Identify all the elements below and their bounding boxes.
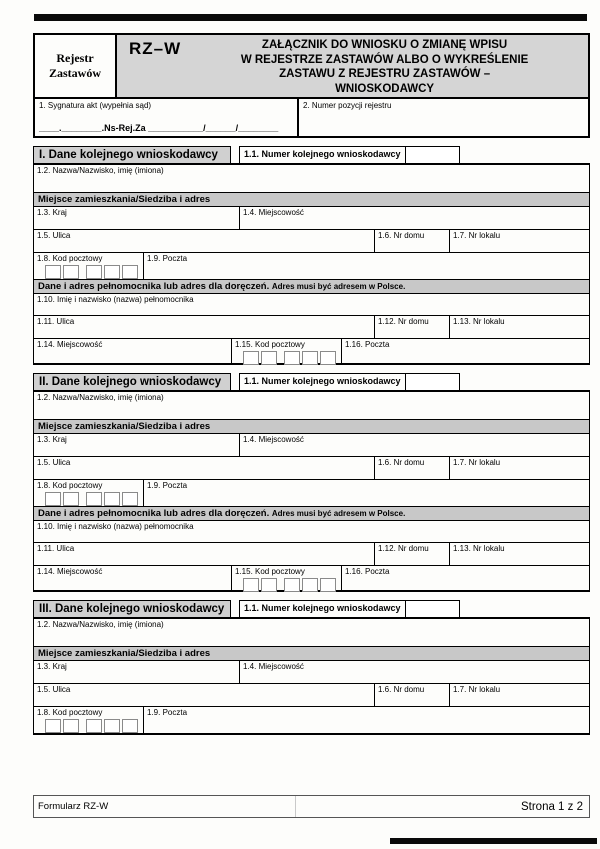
proxy-section-header [34,280,589,294]
name-label: 1.2. Nazwa/Nazwisko, imię (imiona) [37,166,164,175]
flat-no-field[interactable] [449,457,589,479]
proxy-flat-no-field[interactable] [449,316,589,338]
proxy-postal-code-field[interactable] [231,339,341,363]
flat-no-field[interactable] [449,684,589,706]
postal-code-box[interactable] [302,578,318,592]
city-label: 1.4. Miejscowość [243,662,304,671]
proxy-header-main: Dane i adres pełnomocnika lub adres dla doręczeń. [38,508,270,519]
footer-form-name: Formularz RZ-W [38,801,109,812]
city-field[interactable] [239,207,589,229]
name-label: 1.2. Nazwa/Nazwisko, imię (imiona) [37,620,164,629]
section-3-title-bar: III. Dane kolejnego wnioskodawcy [33,600,231,617]
applicant-number-input-box[interactable] [406,600,460,617]
proxy-city-field[interactable] [34,339,231,363]
page-footer [33,795,590,818]
form-title-line2: W REJESTRZE ZASTAWÓW ALBO O WYKREŚLENIE [240,53,529,66]
postal-code-box[interactable] [261,351,277,365]
section-header-gap [231,373,239,390]
proxy-street-label: 1.11. Ulica [37,544,75,553]
name-field[interactable] [34,165,589,192]
postal-code-box[interactable] [122,265,138,279]
proxy-name-label: 1.10. Imię i nazwisko (nazwa) pełnomocnika [37,295,194,304]
country-label: 1.3. Kraj [37,662,67,671]
post-office-label: 1.9. Poczta [147,708,188,717]
proxy-postal-code-boxes [243,351,338,365]
postal-code-box[interactable] [63,492,79,506]
form-header [33,33,590,99]
postal-code-field[interactable] [34,707,143,733]
section-1-header [33,146,590,165]
section-header-rest [460,146,590,163]
proxy-post-office-field[interactable] [341,339,589,363]
proxy-postal-code-boxes [243,578,338,592]
form-body [33,33,590,735]
house-no-field[interactable] [374,230,449,252]
form-code: RZ–W [129,39,182,58]
section-header-rest [460,600,590,617]
house-no-field[interactable] [374,457,449,479]
proxy-house-no-label: 1.12. Nr domu [378,544,429,553]
case-number-line: ____.________.Ns-Rej.Za ___________/______/________ [39,123,279,133]
scan-artifact-top-bar [34,14,587,21]
footer-divider [295,796,296,817]
post-office-field[interactable] [143,253,589,279]
country-label: 1.3. Kraj [37,208,67,217]
name-label: 1.2. Nazwa/Nazwisko, imię (imiona) [37,393,164,402]
section-3-header [33,600,590,619]
postal-code-box[interactable] [63,719,79,733]
name-field[interactable] [34,619,589,646]
postal-code-box[interactable] [86,719,102,733]
street-field[interactable] [34,684,374,706]
city-field[interactable] [239,661,589,683]
country-field[interactable] [34,661,239,683]
postal-code-box[interactable] [45,265,61,279]
register-position-label: 2. Numer pozycji rejestru [303,101,392,110]
street-field[interactable] [34,230,374,252]
section-applicant-1 [33,146,590,365]
section-header-gap [231,600,239,617]
applicant-number-label-box: 1.1. Numer kolejnego wnioskodawcy [239,373,406,390]
postal-code-box[interactable] [302,351,318,365]
proxy-name-label: 1.10. Imię i nazwisko (nazwa) pełnomocnika [37,522,194,531]
flat-no-field[interactable] [449,230,589,252]
postal-code-label: 1.8. Kod pocztowy [37,254,103,263]
postal-code-boxes [45,265,140,279]
form-title-line1: ZAŁĄCZNIK DO WNIOSKU O ZMIANĘ WPISU [261,39,508,51]
proxy-house-no-field[interactable] [374,316,449,338]
footer-page-indicator: Strona 1 z 2 [520,800,583,813]
proxy-house-no-field[interactable] [374,543,449,565]
postal-code-boxes [45,719,140,733]
house-no-label: 1.6. Nr domu [378,231,425,240]
proxy-street-field[interactable] [34,543,374,565]
section-2-title-bar: II. Dane kolejnego wnioskodawcy [33,373,231,390]
country-label: 1.3. Kraj [37,435,67,444]
postal-code-field[interactable] [34,480,143,506]
post-office-field[interactable] [143,707,589,733]
country-field[interactable] [34,434,239,456]
postal-code-box[interactable] [45,492,61,506]
postal-code-label: 1.8. Kod pocztowy [37,481,103,490]
proxy-street-label: 1.11. Ulica [37,317,75,326]
postal-code-box[interactable] [284,578,300,592]
proxy-postal-code-field[interactable] [231,566,341,590]
proxy-house-no-label: 1.12. Nr domu [378,317,429,326]
postal-code-box[interactable] [104,265,120,279]
country-field[interactable] [34,207,239,229]
postal-code-box[interactable] [320,578,336,592]
proxy-name-field[interactable] [34,521,589,542]
section-applicant-3 [33,600,590,735]
postal-code-box[interactable] [104,719,120,733]
street-field[interactable] [34,457,374,479]
proxy-section-header [34,507,589,521]
proxy-postal-code-label: 1.15. Kod pocztowy [235,340,305,349]
proxy-header-note: Adres musi być adresem w Polsce. [271,282,406,291]
address-section-header: Miejsce zamieszkania/Siedziba i adres [34,647,589,661]
postal-code-box[interactable] [86,265,102,279]
postal-code-label: 1.8. Kod pocztowy [37,708,103,717]
section-1-title-bar: I. Dane kolejnego wnioskodawcy [33,146,231,163]
form-header-right [117,35,588,97]
register-logo-line1: Rejestr [56,51,94,65]
house-no-label: 1.6. Nr domu [378,458,425,467]
section-applicant-2 [33,373,590,592]
address-section-header: Miejsce zamieszkania/Siedziba i adres [34,420,589,434]
flat-no-label: 1.7. Nr lokalu [453,231,501,240]
post-office-label: 1.9. Poczta [147,481,188,490]
postal-code-box[interactable] [122,719,138,733]
form-title-line4: WNIOSKODAWCY [335,82,435,95]
proxy-flat-no-label: 1.13. Nr lokalu [453,317,505,326]
scan-artifact-bottom-bar [390,838,597,844]
proxy-street-field[interactable] [34,316,374,338]
house-no-field[interactable] [374,684,449,706]
form-title-line3: ZASTAWU Z REJESTRU ZASTAWÓW – [279,68,491,80]
section-header-gap [231,146,239,163]
proxy-flat-no-field[interactable] [449,543,589,565]
postal-code-box[interactable] [122,492,138,506]
proxy-post-office-label: 1.16. Poczta [345,567,390,576]
case-number-label: 1. Sygnatura akt (wypełnia sąd) [39,101,152,110]
proxy-city-label: 1.14. Miejscowość [37,340,103,349]
section-header-rest [460,373,590,390]
city-field[interactable] [239,434,589,456]
postal-code-box[interactable] [45,719,61,733]
proxy-post-office-label: 1.16. Poczta [345,340,390,349]
section-3-body [33,619,590,735]
applicant-number-input-box[interactable] [406,146,460,163]
section-1-body [33,165,590,365]
proxy-postal-code-label: 1.15. Kod pocztowy [235,567,305,576]
postal-code-boxes [45,492,140,506]
street-label: 1.5. Ulica [37,685,71,694]
street-label: 1.5. Ulica [37,458,71,467]
post-office-label: 1.9. Poczta [147,254,188,263]
section-2-body [33,392,590,592]
proxy-header-main: Dane i adres pełnomocnika lub adres dla doręczeń. [38,281,270,292]
form-title [187,35,588,97]
applicant-number-input-box[interactable] [406,373,460,390]
postal-code-box[interactable] [261,578,277,592]
postal-code-box[interactable] [284,351,300,365]
applicant-number-label-box: 1.1. Numer kolejnego wnioskodawcy [239,146,406,163]
flat-no-label: 1.7. Nr lokalu [453,685,501,694]
city-label: 1.4. Miejscowość [243,208,304,217]
proxy-city-label: 1.14. Miejscowość [37,567,103,576]
postal-code-box[interactable] [243,578,259,592]
register-logo [35,35,117,97]
postal-code-box[interactable] [86,492,102,506]
postal-code-box[interactable] [243,351,259,365]
proxy-city-field[interactable] [34,566,231,590]
case-number-row [33,99,590,138]
applicant-number-label-box: 1.1. Numer kolejnego wnioskodawcy [239,600,406,617]
postal-code-box[interactable] [320,351,336,365]
proxy-flat-no-label: 1.13. Nr lokalu [453,544,505,553]
proxy-post-office-field[interactable] [341,566,589,590]
flat-no-label: 1.7. Nr lokalu [453,458,501,467]
post-office-field[interactable] [143,480,589,506]
proxy-name-field[interactable] [34,294,589,315]
postal-code-box[interactable] [63,265,79,279]
case-number-field[interactable] [35,99,299,136]
name-field[interactable] [34,392,589,419]
register-position-field[interactable] [299,99,588,136]
street-label: 1.5. Ulica [37,231,71,240]
postal-code-box[interactable] [104,492,120,506]
proxy-header-note: Adres musi być adresem w Polsce. [271,509,406,518]
city-label: 1.4. Miejscowość [243,435,304,444]
section-2-header [33,373,590,392]
address-section-header: Miejsce zamieszkania/Siedziba i adres [34,193,589,207]
house-no-label: 1.6. Nr domu [378,685,425,694]
postal-code-field[interactable] [34,253,143,279]
register-logo-line2: Zastawów [48,66,101,80]
